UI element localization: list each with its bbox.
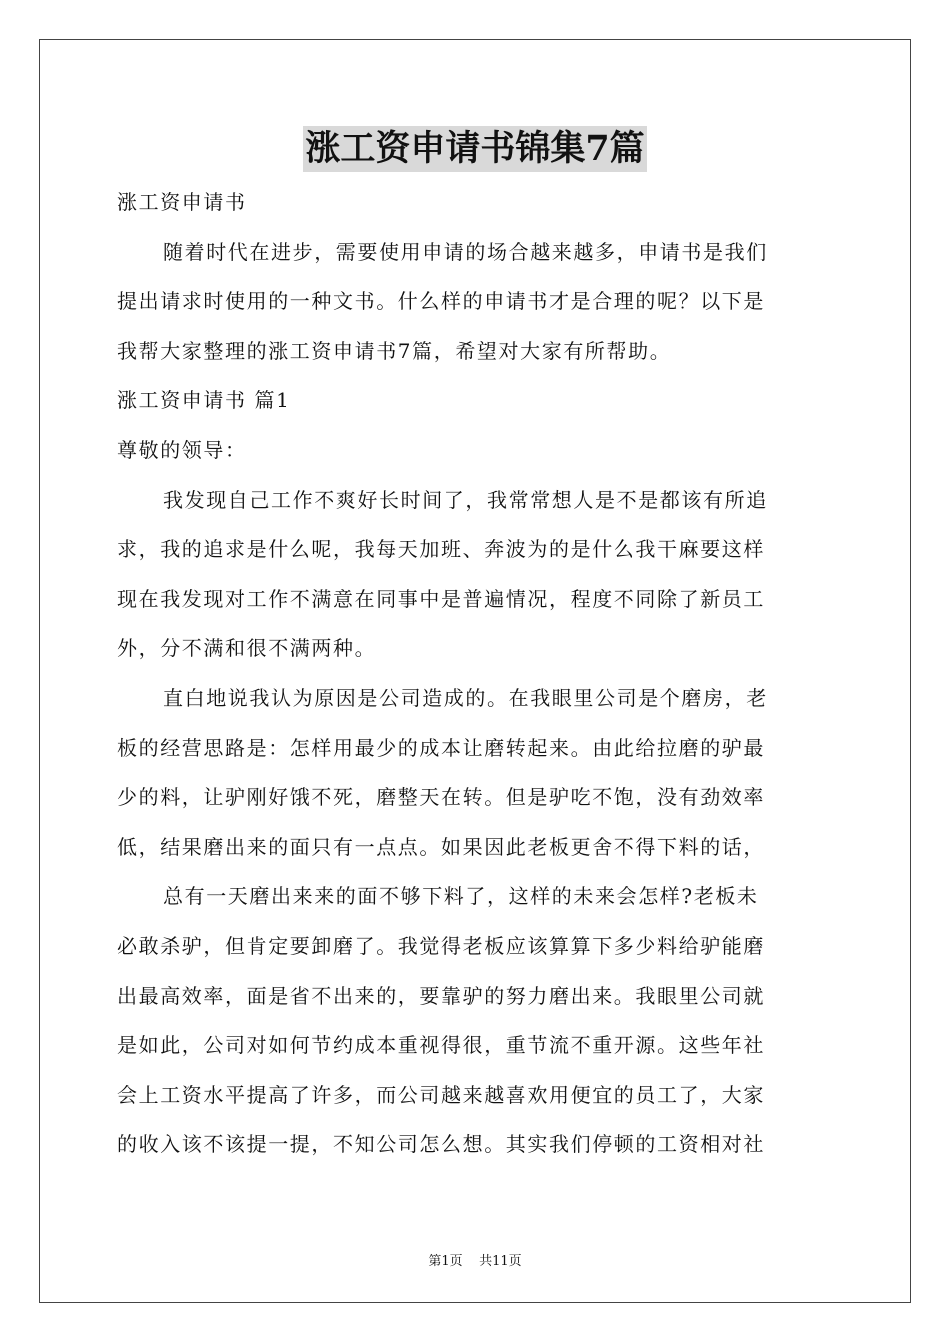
document-body — [117, 178, 833, 1170]
text-line: 随着时代在进步，需要使用申请的场合越来越多，申请书是我们 — [163, 239, 768, 264]
text-line: 必敢杀驴，但肯定要卸磨了。我觉得老板应该算算下多少料给驴能磨 — [117, 933, 765, 958]
text-line: 涨工资申请书 篇1 — [117, 388, 291, 413]
text-line: 板的经营思路是：怎样用最少的成本让磨转起来。由此给拉磨的驴最 — [117, 735, 765, 760]
text-line: 现在我发现对工作不满意在同事中是普遍情况，程度不同除了新员工 — [117, 586, 765, 611]
text-line: 直白地说我认为原因是公司造成的。在我眼里公司是个磨房，老 — [163, 685, 768, 710]
text-line: 求，我的追求是什么呢，我每天加班、奔波为的是什么我干麻要这样 — [117, 537, 765, 562]
page-number: 第1页 共11页 — [428, 1254, 522, 1269]
text-line: 低，结果磨出来的面只有一点点。如果因此老板更舍不得下料的话， — [117, 834, 765, 859]
text-line: 总有一天磨出来来的面不够下料了，这样的未来会怎样?老板未 — [163, 884, 759, 909]
text-line: 我发现自己工作不爽好长时间了，我常常想人是不是都该有所追 — [163, 487, 768, 512]
text-line: 涨工资申请书 — [117, 190, 247, 214]
text-line: 外，分不满和很不满两种。 — [117, 636, 377, 661]
text-line: 是如此，公司对如何节约成本重视得很，重节流不重开源。这些年社 — [117, 1033, 765, 1058]
page-footer — [0, 1250, 950, 1269]
title-container — [0, 126, 950, 172]
text-line: 提出请求时使用的一种文书。什么样的申请书才是合理的呢？以下是 — [117, 289, 765, 314]
text-line: 的收入该不该提一提，不知公司怎么想。其实我们停顿的工资相对社 — [117, 1132, 765, 1157]
document-title: 涨工资申请书锦集7篇 — [303, 126, 646, 172]
text-line: 尊敬的领导： — [117, 437, 247, 462]
text-line: 我帮大家整理的涨工资申请书7篇，希望对大家有所帮助。 — [117, 338, 672, 363]
text-line: 出最高效率，面是省不出来的，要靠驴的努力磨出来。我眼里公司就 — [117, 983, 765, 1008]
text-line: 会上工资水平提高了许多，而公司越来越喜欢用便宜的员工了，大家 — [117, 1082, 765, 1107]
text-line: 少的料，让驴刚好饿不死，磨整天在转。但是驴吃不饱，没有劲效率 — [117, 785, 765, 810]
